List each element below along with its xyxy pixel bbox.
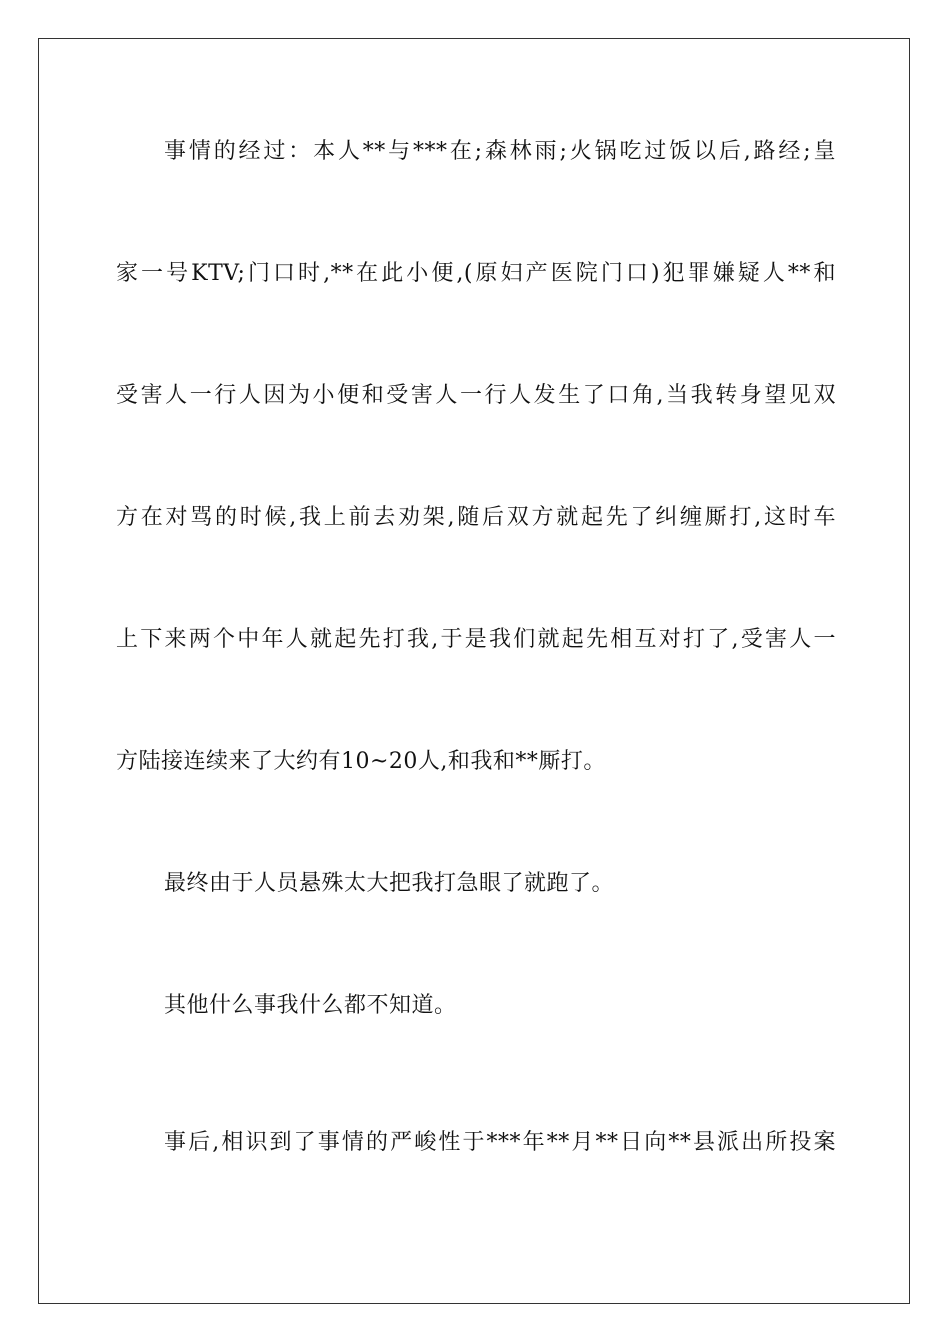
paragraph-4-line-1: 事后,相识到了事情的严峻性于***年**月**日向**县派出所投案 (164, 1130, 836, 1155)
paragraph-1-line-4: 方在对骂的时候,我上前去劝架,随后双方就起先了纠缠厮打,这时车 (116, 505, 836, 530)
paragraph-3: 其他什么事我什么都不知道。 (164, 993, 457, 1018)
paragraph-1-line-2: 家一号KTV;门口时,**在此小便,(原妇产医院门口)犯罪嫌疑人**和 (116, 261, 836, 286)
paragraph-1-line-1: 事情的经过：本人**与***在;森林雨;火锅吃过饭以后,路经;皇 (164, 139, 836, 164)
paragraph-2: 最终由于人员悬殊太大把我打急眼了就跑了。 (164, 871, 615, 896)
page-border (38, 38, 910, 1304)
paragraph-1-line-5: 上下来两个中年人就起先打我,于是我们就起先相互对打了,受害人一 (116, 627, 836, 652)
paragraph-1-line-6: 方陆接连续来了大约有10~20人,和我和**厮打。 (116, 749, 606, 774)
paragraph-1-line-3: 受害人一行人因为小便和受害人一行人发生了口角,当我转身望见双 (116, 383, 836, 408)
